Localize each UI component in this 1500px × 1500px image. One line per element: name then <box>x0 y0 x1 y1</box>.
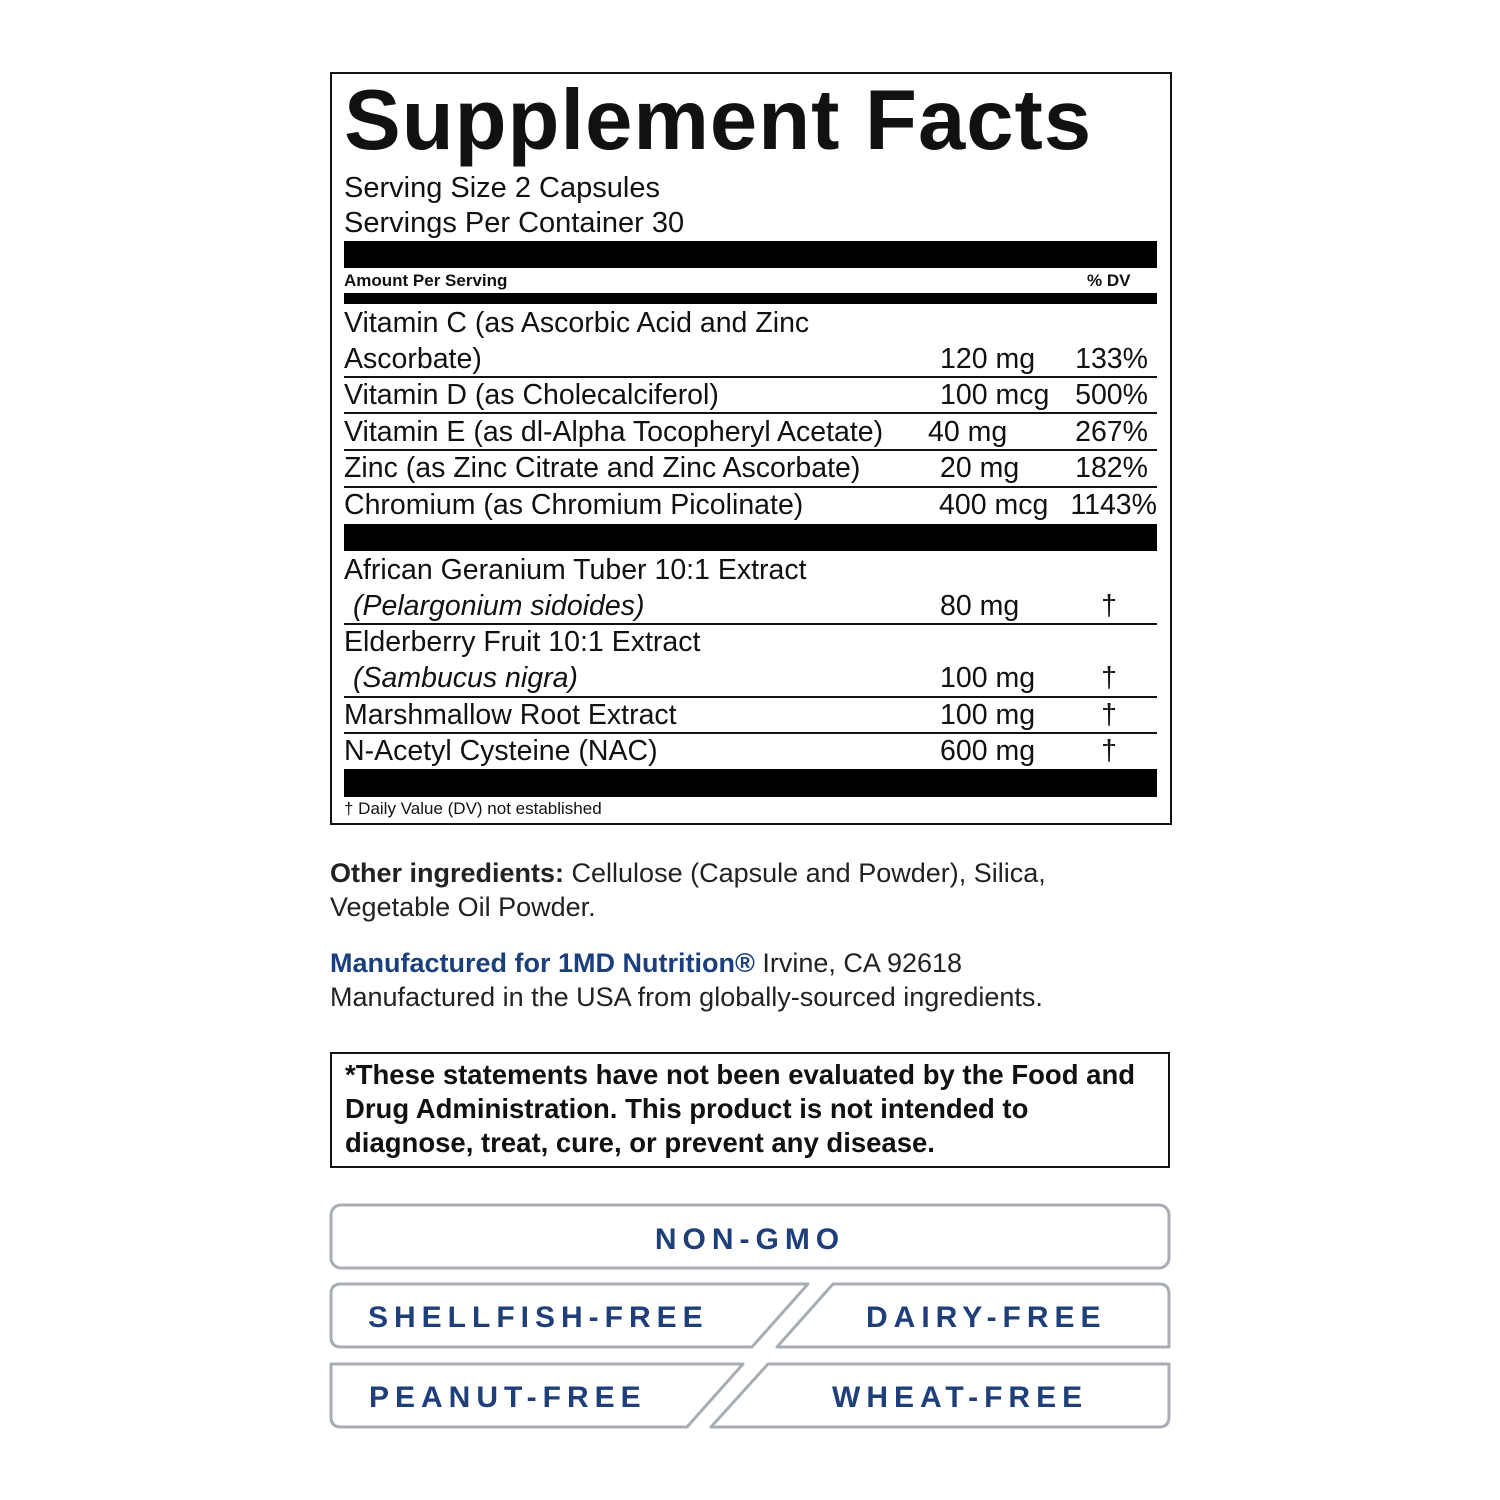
nutrient-dv: 267% <box>1075 416 1148 448</box>
disclaimer-line: *These statements have not been evaluated by the Food and <box>345 1059 1136 1090</box>
ingredient-amount: 80 mg <box>940 590 1020 622</box>
serving-size: Serving Size 2 Capsules <box>344 172 660 204</box>
dagger-mark: † <box>1101 662 1117 694</box>
nutrient-name: Chromium (as Chromium Picolinate) <box>344 489 804 521</box>
servings-per-container: Servings Per Container 30 <box>344 207 685 239</box>
amount-per-serving-header: Amount Per Serving <box>344 271 508 290</box>
ingredient-amount: 600 mg <box>940 735 1036 767</box>
ingredient-name: Elderberry Fruit 10:1 Extract <box>344 626 701 658</box>
ingredient-name: N-Acetyl Cysteine (NAC) <box>344 735 658 767</box>
badge-non-gmo: NON-GMO <box>654 1223 846 1256</box>
other-ingredients-line2: Vegetable Oil Powder. <box>330 892 596 922</box>
nutrient-amount: 20 mg <box>940 452 1020 484</box>
nutrient-name: Vitamin C (as Ascorbic Acid and Zinc <box>344 307 810 339</box>
ingredient-latin-name: (Sambucus nigra) <box>353 662 578 694</box>
dv-footnote: † Daily Value (DV) not established <box>344 799 602 818</box>
badge-peanut-free: PEANUT-FREE <box>369 1381 647 1414</box>
dagger-mark: † <box>1101 590 1117 622</box>
panel-title: Supplement Facts <box>344 73 1093 168</box>
ingredient-latin-name: (Pelargonium sidoides) <box>353 590 645 622</box>
nutrient-name: Vitamin D (as Cholecalciferol) <box>344 379 719 411</box>
disclaimer-line: Drug Administration. This product is not intended to <box>345 1093 1029 1124</box>
ingredient-amount: 100 mg <box>940 662 1036 694</box>
nutrient-amount: 40 mg <box>928 416 1008 448</box>
ingredient-name: Marshmallow Root Extract <box>344 699 677 731</box>
manufacturer-label: Manufactured for 1MD Nutrition® <box>330 948 755 978</box>
nutrient-amount: 400 mcg <box>939 489 1049 521</box>
disclaimer-line: diagnose, treat, cure, or prevent any disease. <box>345 1127 935 1158</box>
nutrient-dv: 133% <box>1075 343 1148 375</box>
nutrient-amount: 100 mcg <box>940 379 1050 411</box>
other-ingredients-text: Cellulose (Capsule and Powder), Silica, <box>564 858 1046 888</box>
manufacturer-address: Irvine, CA 92618 <box>754 948 963 978</box>
dagger-mark: † <box>1101 699 1117 731</box>
nutrient-dv: 1143% <box>1070 489 1157 521</box>
dv-header: % DV <box>1087 271 1131 290</box>
nutrient-amount: 120 mg <box>940 343 1036 375</box>
dagger-mark: † <box>1101 735 1117 767</box>
nutrient-name: Vitamin E (as dl-Alpha Tocopheryl Acetate) <box>344 416 884 448</box>
badge-dairy-free: DAIRY-FREE <box>866 1301 1107 1334</box>
badge-shellfish-free: SHELLFISH-FREE <box>368 1301 709 1334</box>
nutrient-name: Ascorbate) <box>344 343 482 375</box>
ingredient-name: African Geranium Tuber 10:1 Extract <box>344 554 807 586</box>
manufacturing-origin: Manufactured in the USA from globally-sourced ingredients. <box>330 982 1043 1012</box>
other-ingredients-label: Other ingredients: <box>330 858 565 888</box>
nutrient-name: Zinc (as Zinc Citrate and Zinc Ascorbate) <box>344 452 861 484</box>
badge-wheat-free: WHEAT-FREE <box>832 1381 1089 1414</box>
nutrient-dv: 182% <box>1075 452 1148 484</box>
nutrient-dv: 500% <box>1075 379 1148 411</box>
ingredient-amount: 100 mg <box>940 699 1036 731</box>
